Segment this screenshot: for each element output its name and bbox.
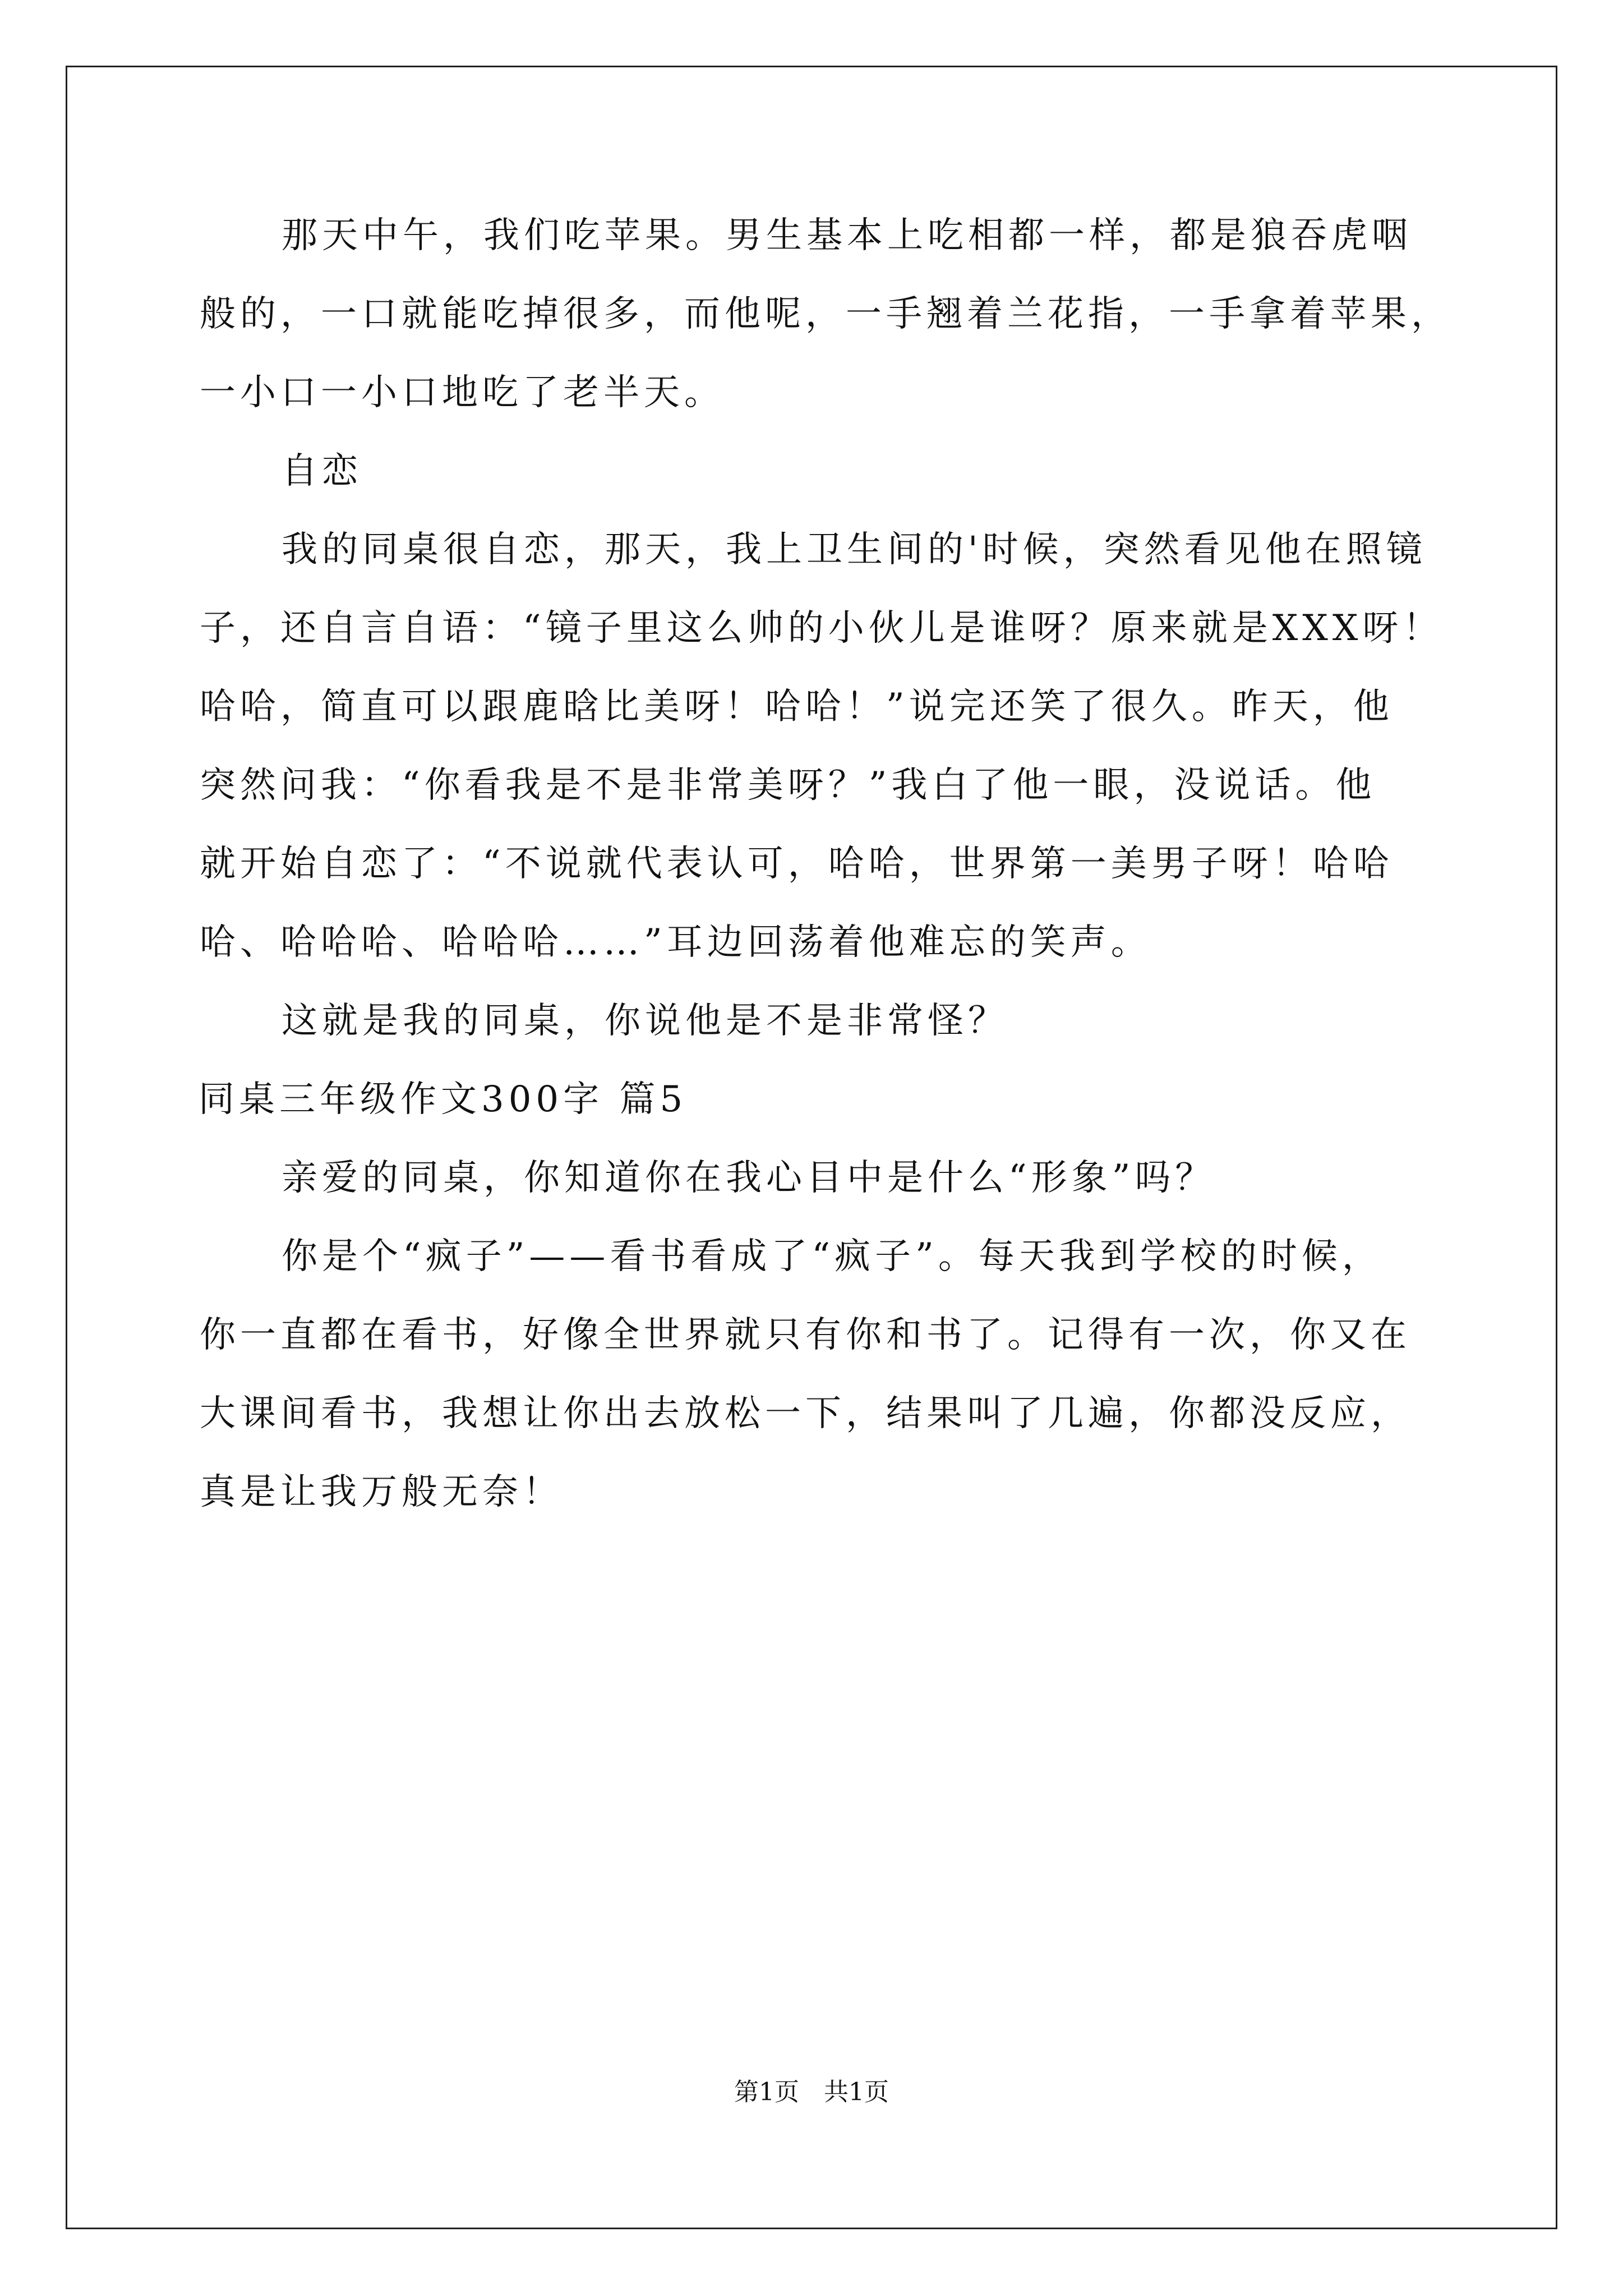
paragraph-line: 一小口一小口地吃了老半天。 [200,372,725,413]
paragraph-line: 这就是我的同桌，你说他是不是非常怪？ [282,1000,1008,1042]
section-subtitle: 自恋 [282,450,362,492]
article-heading: 同桌三年级作文300字 篇5 [199,1079,688,1120]
paragraph-line: 我的同桌很自恋，那天，我上卫生间的'时候，突然看见他在照镜 [282,529,1427,570]
paragraph-line: 子，还自言自语：“镜子里这么帅的小伙儿是谁呀？原来就是XXX呀！ [200,608,1444,649]
paragraph-line: 亲爱的同桌，你知道你在我心目中是什么“形象”吗？ [282,1157,1216,1199]
paragraph-line: 那天中午，我们吃苹果。男生基本上吃相都一样，都是狼吞虎咽 [282,215,1412,256]
paragraph-line: 真是让我万般无奈！ [200,1471,563,1513]
paragraph-line: 哈、哈哈哈、哈哈哈……”耳边回荡着他难忘的笑声。 [200,922,1151,963]
paragraph-line: 就开始自恋了：“不说就代表认可，哈哈，世界第一美男子呀！哈哈 [200,843,1394,885]
page-footer: 第1页 共1页 [734,2078,889,2106]
paragraph-line: 突然问我：“你看我是不是非常美呀？”我白了他一眼，没说话。他 [200,765,1376,806]
paragraph-line: 哈哈，简直可以跟鹿晗比美呀！哈哈！”说完还笑了很久。昨天，他 [200,686,1394,728]
paragraph-line: 般的，一口就能吃掉很多，而他呢，一手翘着兰花指，一手拿着苹果， [200,293,1451,335]
paragraph-line: 大课间看书，我想让你出去放松一下，结果叫了几遍，你都没反应， [200,1393,1411,1434]
paragraph-line: 你一直都在看书，好像全世界就只有你和书了。记得有一次，你又在 [200,1314,1411,1356]
paragraph-line: 你是个“疯子”——看书看成了“疯子”。每天我到学校的时候， [282,1236,1382,1277]
